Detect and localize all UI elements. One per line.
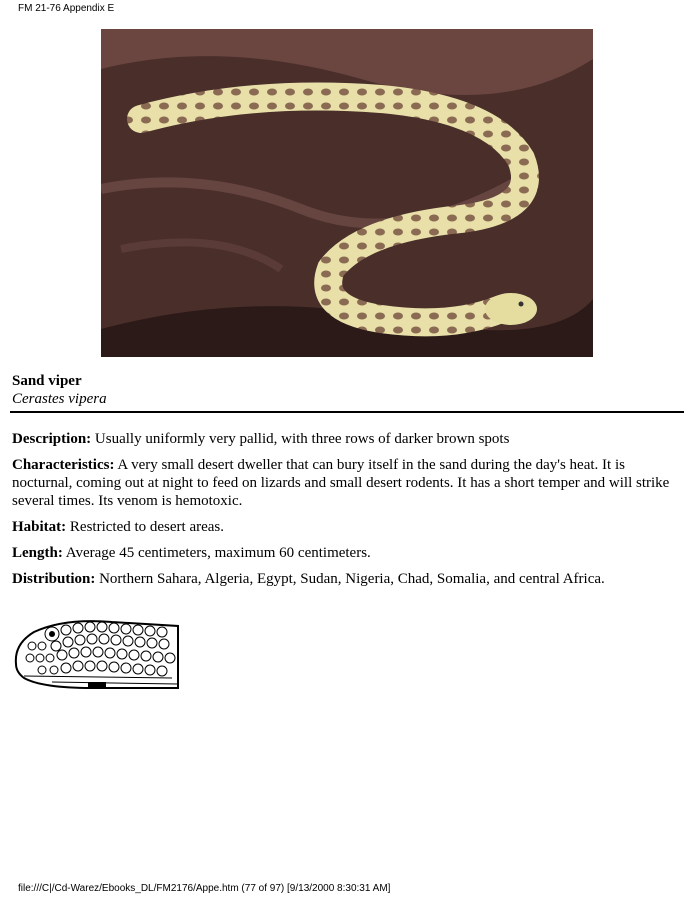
length-paragraph [12, 544, 677, 562]
scientific-name: Cerastes vipera [12, 391, 107, 407]
common-name: Sand viper [12, 373, 82, 389]
distribution-text: Northern Sahara, Algeria, Egypt, Sudan, Nigeria, Chad, Somalia, and central Africa. [95, 571, 605, 587]
distribution-label: Distribution: [12, 571, 96, 587]
sand-viper-photo [101, 29, 593, 357]
section-divider [10, 411, 684, 413]
page-header: FM 21-76 Appendix E [18, 3, 115, 14]
habitat-text: Restricted to desert areas. [66, 519, 225, 535]
page-footer: file:///C|/Cd-Warez/Ebooks_DL/FM2176/Appe.htm (77 of 97) [9/13/2000 8:30:31 AM] [18, 883, 391, 894]
description-text: Usually uniformly very pallid, with three rows of darker brown spots [91, 431, 510, 447]
viper-head-drawing [12, 612, 180, 692]
species-name-block [12, 372, 107, 408]
length-text: Average 45 centimeters, maximum 60 centimeters. [62, 545, 371, 561]
species-details [12, 430, 677, 596]
description-label: Description: [12, 431, 92, 447]
characteristics-label: Characteristics: [12, 457, 115, 473]
characteristics-paragraph [12, 456, 677, 510]
characteristics-text: A very small desert dweller that can bury itself in the sand during the day's heat. It is nocturnal, coming out at night to feed on lizards and small desert rodents. It has a short temper and will strike several times. Its venom is hemotoxic. [12, 457, 670, 509]
habitat-paragraph [12, 518, 677, 536]
distribution-paragraph [12, 570, 677, 588]
habitat-label: Habitat: [12, 519, 67, 535]
length-label: Length: [12, 545, 63, 561]
description-paragraph [12, 430, 677, 448]
